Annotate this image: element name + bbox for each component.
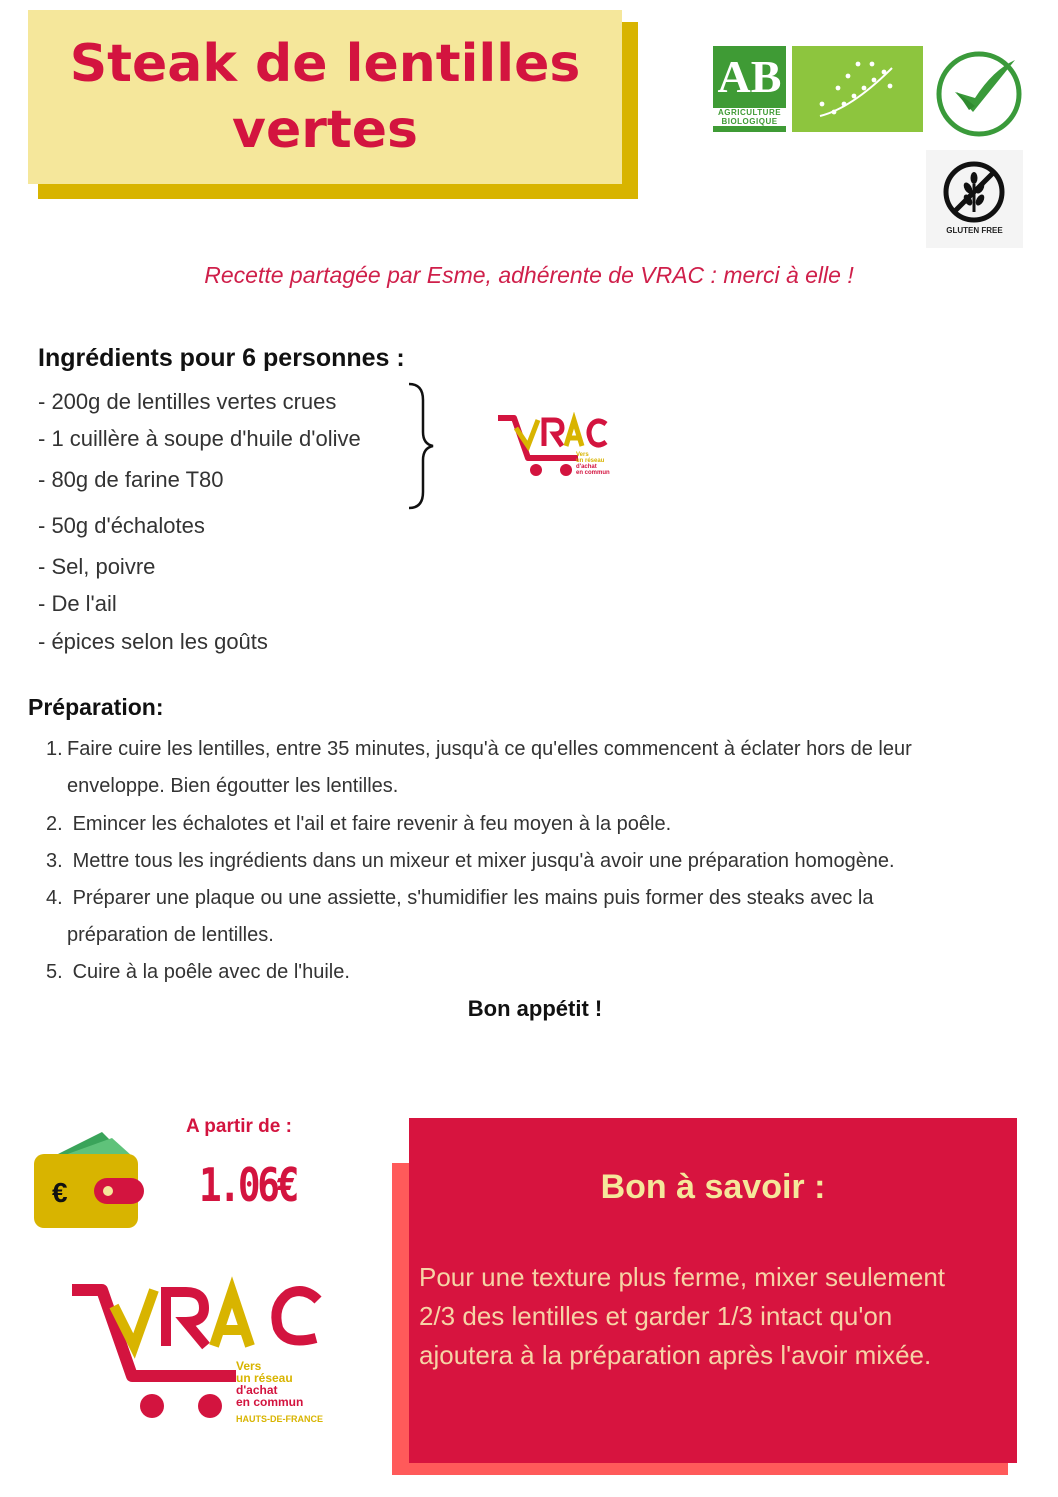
vrac-cart-logo — [494, 412, 626, 484]
step-text: Faire cuire les lentilles, entre 35 minutes, jusqu'à ce qu'elles commencent à éclater hors de leur — [67, 738, 912, 760]
step-text: Préparer une plaque ou une assiette, s'humidifier les mains puis former des steaks avec la — [72, 887, 874, 909]
vrac-tagline-1: Vers — [236, 1359, 262, 1373]
step-text-cont: préparation de lentilles. — [67, 924, 274, 946]
ingredient-item: - 80g de farine T80 — [38, 467, 224, 492]
wallet-symbol: € — [52, 1177, 68, 1208]
step-text: Cuire à la poêle avec de l'huile. — [72, 961, 350, 983]
svg-text:d'achat: d'achat — [576, 464, 597, 470]
ingredient-item: - Sel, poivre — [38, 554, 156, 579]
info-box-title: Bon à savoir : — [600, 1168, 826, 1206]
preparation-title: Préparation: — [28, 694, 164, 720]
ingredient-item: - 1 cuillère à soupe d'huile d'olive — [38, 426, 361, 451]
prep-step — [46, 954, 1036, 991]
ingredient-item: - 200g de lentilles vertes crues — [38, 389, 337, 414]
vrac-cart-logo-large — [68, 1276, 332, 1426]
gluten-free-text: GLUTEN FREE — [946, 226, 1003, 235]
price-value: 1.06€ — [199, 1158, 297, 1212]
ingredient-item: - épices selon les goûts — [38, 629, 268, 654]
svg-text:Vers: Vers — [576, 452, 589, 458]
step-number: 4. — [46, 887, 63, 909]
ab-label-text: AB — [717, 51, 782, 102]
info-line: Pour une texture plus ferme, mixer seulement — [419, 1262, 946, 1292]
gluten-free-icon — [926, 150, 1023, 248]
vegan-check-icon — [933, 44, 1027, 138]
title-box — [28, 10, 622, 184]
closing-text: Bon appétit ! — [467, 996, 603, 1021]
title-line-2: vertes — [232, 100, 418, 160]
vrac-tagline-4: en commun — [236, 1395, 304, 1409]
ab-label-icon — [713, 46, 786, 132]
info-box — [409, 1118, 1017, 1463]
ab-label-small-2: BIOLOGIQUE — [713, 117, 786, 126]
svg-text:un réseau: un réseau — [576, 458, 605, 464]
step-number: 1. — [46, 738, 63, 760]
step-text-cont: enveloppe. Bien égoutter les lentilles. — [67, 775, 399, 797]
ingredient-item: - De l'ail — [38, 591, 117, 616]
vrac-tagline-3: d'achat — [236, 1383, 278, 1397]
ab-label-small-1: AGRICULTURE — [713, 108, 786, 117]
wallet-icon — [32, 1126, 146, 1230]
prep-step — [46, 843, 1036, 880]
prep-step — [46, 731, 1036, 805]
ingredient-item: - 50g d'échalotes — [38, 513, 205, 538]
prep-step — [46, 806, 1036, 843]
info-line: ajoutera à la préparation après l'avoir mixée. — [419, 1340, 932, 1370]
vrac-tagline-2: un réseau — [236, 1371, 293, 1385]
step-text: Mettre tous les ingrédients dans un mixeur et mixer jusqu'à avoir une préparation homogène. — [72, 850, 895, 872]
step-number: 5. — [46, 961, 63, 983]
ingredients-title: Ingrédients pour 6 personnes : — [38, 344, 405, 372]
recipe-credit: Recette partagée par Esme, adhérente de VRAC : merci à elle ! — [204, 262, 854, 288]
info-line: 2/3 des lentilles et garder 1/3 intact qu'on — [419, 1301, 893, 1331]
eu-organic-leaf-icon — [792, 46, 923, 132]
step-text: Emincer les échalotes et l'ail et faire revenir à feu moyen à la poêle. — [72, 813, 672, 835]
step-number: 2. — [46, 813, 63, 835]
price-label: A partir de : — [186, 1116, 292, 1137]
info-box-text — [419, 1258, 1009, 1375]
svg-text:en commun: en commun — [576, 470, 610, 476]
prep-step — [46, 880, 1036, 954]
curly-brace-icon — [405, 382, 435, 510]
step-number: 3. — [46, 850, 63, 872]
title-line-1: Steak de lentilles — [69, 34, 581, 94]
vrac-region: HAUTS-DE-FRANCE — [236, 1414, 323, 1424]
